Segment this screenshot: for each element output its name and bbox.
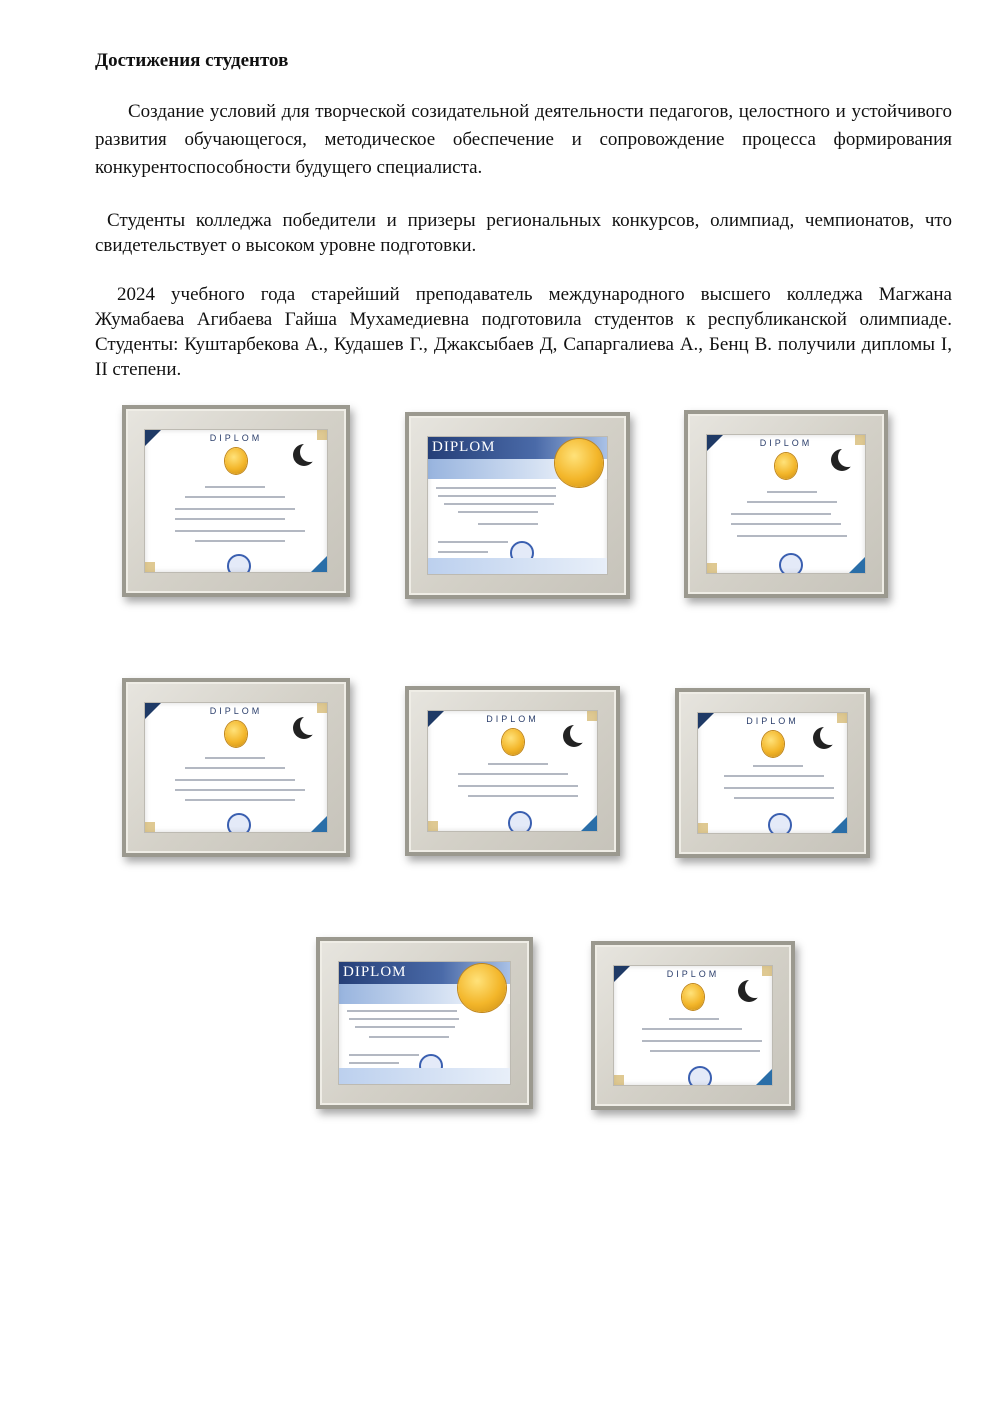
medal-icon xyxy=(555,439,603,487)
diploma-image xyxy=(427,710,598,832)
logo-icon xyxy=(813,727,835,749)
diploma-frame-6 xyxy=(675,688,870,858)
medal-icon xyxy=(458,964,506,1012)
diploma-title: DIPLOM xyxy=(486,714,539,724)
paragraph-olympiad: 2024 учебного года старейший преподаватель международного высшего колледжа Магжана Жумабаева Агибаева Гайша Мухамедиевна подготовила студентов к республиканской олимпиаде. Студенты: Куштарбекова А., Кудашев Г., Джаксыбаев Д, Сапаргалиева А., Бенц В. получили дипломы I, II степени. xyxy=(95,284,952,380)
paragraph-conditions: Создание условий для творческой созидательной деятельности педагогов, целостного и устойчивого развития обучающегося, методическое обеспечение и сопровождение процесса формирования конкурентоспособности будущего специалиста. xyxy=(95,101,952,178)
logo-icon xyxy=(738,980,760,1002)
diploma-title: DIPLOM xyxy=(432,439,496,455)
section-heading: Достижения студентов xyxy=(95,50,289,71)
diploma-title: DIPLOM xyxy=(209,706,263,716)
medal-icon xyxy=(502,729,524,755)
paragraph-winners: Студенты колледжа победители и призеры региональных конкурсов, олимпиад, чемпионатов, что свидетельствует о высоком уровне подготовки. xyxy=(95,210,952,256)
logo-icon xyxy=(563,725,585,747)
diploma-title: DIPLOM xyxy=(209,433,263,443)
diploma-frame-8 xyxy=(591,941,795,1110)
medal-icon xyxy=(762,731,784,757)
stamp-icon xyxy=(227,813,251,833)
diploma-frame-7 xyxy=(316,937,533,1109)
stamp-icon xyxy=(508,811,532,832)
medal-icon xyxy=(775,453,797,479)
diploma-image xyxy=(427,436,608,575)
diploma-frame-4 xyxy=(122,678,350,857)
diploma-frame-1 xyxy=(122,405,350,597)
diploma-title: DIPLOM xyxy=(746,716,799,726)
stamp-icon xyxy=(779,553,803,574)
diploma-frame-5 xyxy=(405,686,620,856)
diploma-image xyxy=(613,965,773,1086)
logo-icon xyxy=(293,717,315,739)
medal-icon xyxy=(225,721,247,747)
logo-icon xyxy=(831,449,853,471)
medal-icon xyxy=(225,448,247,474)
stamp-icon xyxy=(688,1066,712,1086)
diploma-title: DIPLOM xyxy=(343,964,407,980)
stamp-icon xyxy=(227,554,251,573)
diploma-frame-2 xyxy=(405,412,630,599)
diploma-title: DIPLOM xyxy=(666,969,720,979)
stamp-icon xyxy=(768,813,792,834)
diploma-image xyxy=(144,429,328,573)
diploma-image xyxy=(338,961,511,1085)
diploma-frame-3 xyxy=(684,410,888,598)
diploma-image xyxy=(144,702,328,833)
diploma-image xyxy=(706,434,866,574)
diploma-title: DIPLOM xyxy=(759,438,813,448)
diploma-image xyxy=(697,712,848,834)
logo-icon xyxy=(293,444,315,466)
medal-icon xyxy=(682,984,704,1010)
